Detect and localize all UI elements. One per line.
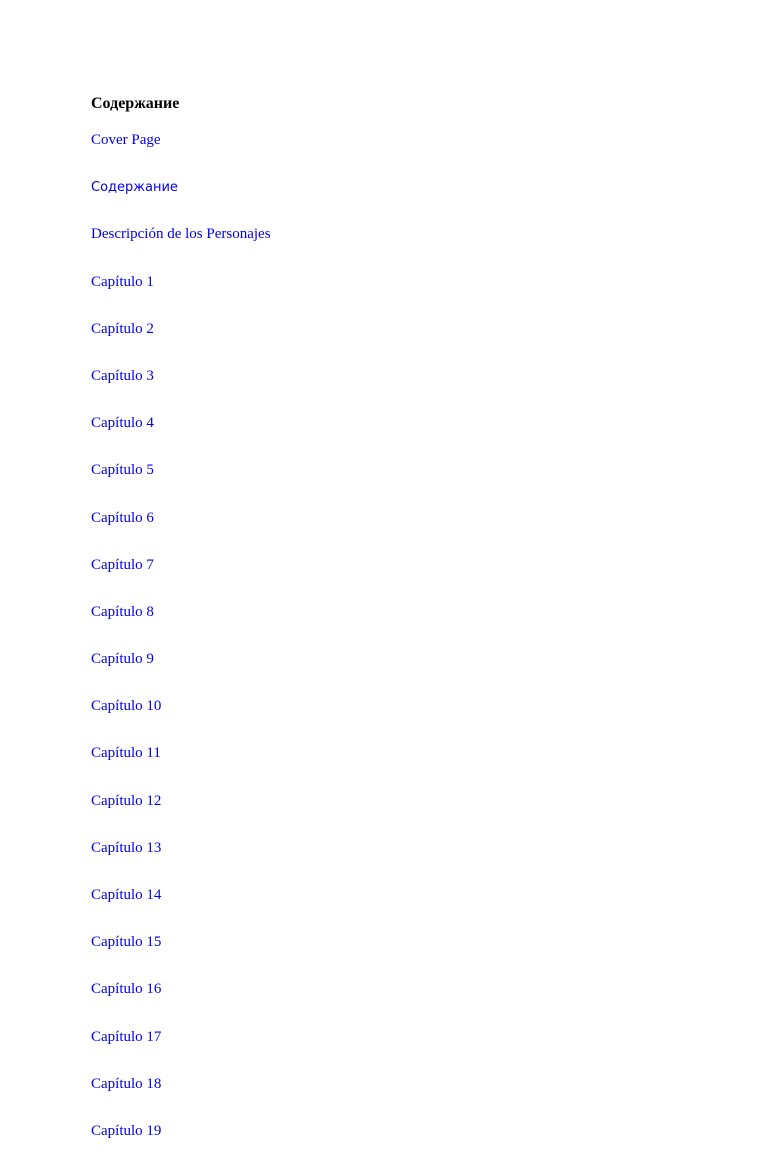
- toc-item-chapter-15: [91, 919, 691, 966]
- toc-link-chapter-18[interactable]: Capítulo 18: [91, 1075, 162, 1092]
- toc-link-chapter-7[interactable]: Capítulo 7: [91, 556, 154, 573]
- toc-link-chapter-9[interactable]: Capítulo 9: [91, 651, 154, 668]
- toc-item-chapter-13: [91, 824, 691, 871]
- toc-item-chapter-18: [91, 1060, 691, 1107]
- toc-link-chapter-1[interactable]: Capítulo 1: [91, 273, 154, 290]
- toc-link-chapter-8[interactable]: Capítulo 8: [91, 603, 154, 620]
- toc-link-cover-page[interactable]: Cover Page: [91, 132, 161, 148]
- toc-item-chapter-5: [91, 447, 691, 494]
- toc-item-chapter-14: [91, 871, 691, 918]
- toc-item-chapter-11: [91, 730, 691, 777]
- toc-link-chapter-12[interactable]: Capítulo 12: [91, 792, 162, 809]
- toc-item-chapter-2: [91, 305, 691, 352]
- toc-item-chapter-6: [91, 494, 691, 541]
- toc-link-chapter-2[interactable]: Capítulo 2: [91, 320, 154, 337]
- toc-item-chapter-7: [91, 541, 691, 588]
- toc-item-chapter-8: [91, 588, 691, 635]
- toc-link-chapter-15[interactable]: Capítulo 15: [91, 934, 162, 951]
- toc-item-chapter-12: [91, 777, 691, 824]
- toc-link-chapter-6[interactable]: Capítulo 6: [91, 509, 154, 526]
- toc-item-character-description: [91, 211, 691, 258]
- toc-item-chapter-9: [91, 635, 691, 682]
- toc-link-chapter-16[interactable]: Capítulo 16: [91, 981, 162, 998]
- toc-link-chapter-10[interactable]: Capítulo 10: [91, 698, 162, 715]
- toc-link-chapter-13[interactable]: Capítulo 13: [91, 839, 162, 856]
- toc-item-cover-page: [91, 116, 691, 164]
- toc-link-chapter-17[interactable]: Capítulo 17: [91, 1028, 162, 1045]
- toc-item-contents: [91, 164, 691, 211]
- toc-link-contents[interactable]: Содержание: [91, 180, 178, 196]
- toc-item-chapter-3: [91, 352, 691, 399]
- toc-item-chapter-19: [91, 1107, 691, 1154]
- toc-link-chapter-3[interactable]: Capítulo 3: [91, 367, 154, 384]
- toc-list: [91, 116, 691, 1155]
- toc-link-chapter-4[interactable]: Capítulo 4: [91, 415, 154, 432]
- toc-item-chapter-1: [91, 258, 691, 305]
- toc-link-character-description[interactable]: Descripción de los Personajes: [91, 226, 271, 243]
- toc-link-chapter-19[interactable]: Capítulo 19: [91, 1122, 162, 1139]
- toc-item-chapter-16: [91, 966, 691, 1013]
- toc-item-chapter-17: [91, 1013, 691, 1060]
- toc-link-chapter-14[interactable]: Capítulo 14: [91, 887, 162, 903]
- table-of-contents: [91, 92, 691, 1155]
- toc-link-chapter-11[interactable]: Capítulo 11: [91, 745, 161, 762]
- toc-link-chapter-5[interactable]: Capítulo 5: [91, 462, 154, 479]
- toc-item-chapter-4: [91, 400, 691, 447]
- toc-title: Содержание: [91, 95, 180, 112]
- toc-item-chapter-10: [91, 683, 691, 730]
